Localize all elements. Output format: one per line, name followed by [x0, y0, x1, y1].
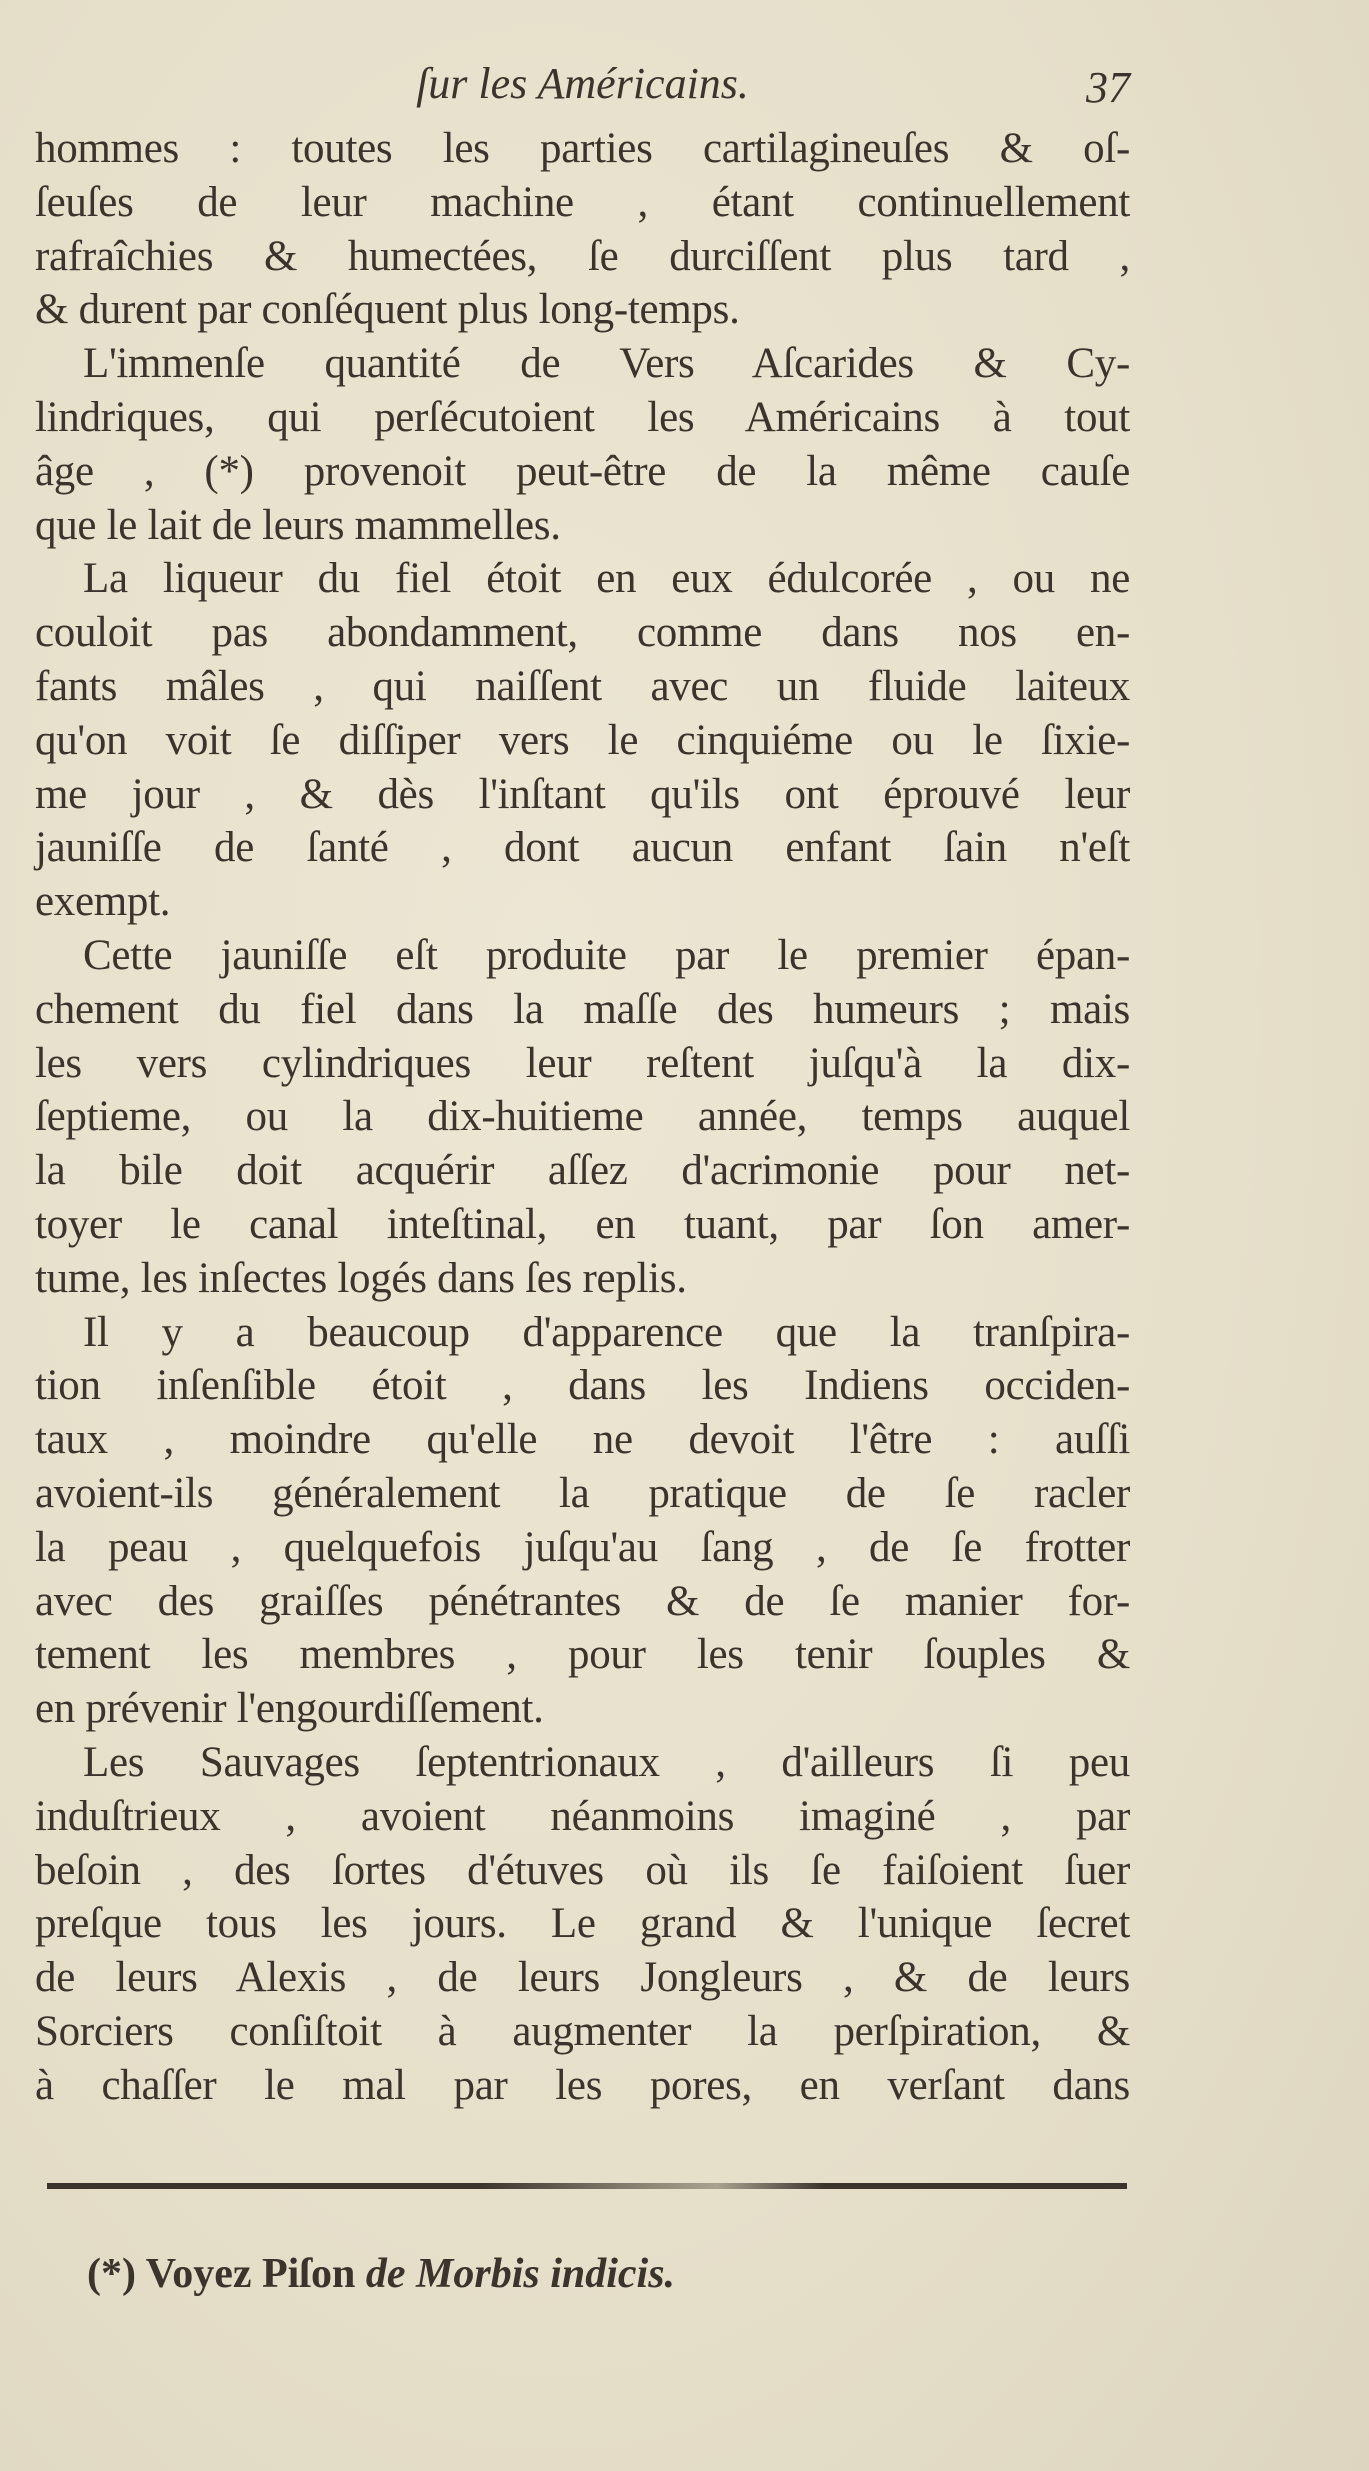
text-line: avoient-ils généralement la pratique de ſe racler: [35, 1469, 1130, 1517]
text-line: que le lait de leurs mammelles.: [35, 501, 561, 549]
text-line: en prévenir l'engourdiſſement.: [35, 1685, 544, 1733]
text-line: jauniſſe de ſanté , dont aucun enfant ſain n'eſt: [35, 824, 1130, 872]
page-header: [35, 58, 1130, 118]
paragraph: [35, 1306, 1130, 1736]
text-line: preſque tous les jours. Le grand & l'unique ſecret: [35, 1900, 1130, 1948]
paragraph: [35, 929, 1130, 1306]
footnote-work-title: de Morbis indicis.: [365, 2251, 676, 2297]
text-line: à chaſſer le mal par les pores, en verſant dans: [35, 2061, 1130, 2109]
text-line: hommes : toutes les parties cartilagineuſes & oſ-: [35, 125, 1130, 172]
text-line: qu'on voit ſe diſſiper vers le cinquiéme ou le ſixie-: [35, 716, 1130, 764]
paragraph: [35, 122, 1130, 337]
text-line: me jour , & dès l'inſtant qu'ils ont éprouvé leur: [35, 770, 1130, 818]
paragraph: [35, 1736, 1130, 2113]
paragraph: [35, 552, 1130, 929]
text-line: tement les membres , pour les tenir ſouples &: [35, 1631, 1130, 1679]
text-line: les vers cylindriques leur reſtent juſqu'à la dix-: [35, 1039, 1130, 1087]
text-line: chement du fiel dans la maſſe des humeurs ; mais: [35, 985, 1130, 1033]
text-line: Sorciers conſiſtoit à augmenter la perſpiration, &: [35, 2007, 1130, 2055]
text-line: exempt.: [35, 878, 171, 926]
text-line: âge , (*) provenoit peut-être de la même cauſe: [35, 447, 1130, 495]
text-line: rafraîchies & humectées, ſe durciſſent plus tard ,: [35, 232, 1130, 280]
text-line: Il y a beaucoup d'apparence que la tranſpira-: [83, 1308, 1130, 1356]
text-line: fants mâles , qui naiſſent avec un fluide laiteux: [35, 662, 1130, 710]
footnote-rule: [47, 2183, 1127, 2189]
text-line: La liqueur du fiel étoit en eux édulcorée , ou ne: [83, 555, 1130, 603]
text-line: avec des graiſſes pénétrantes & de ſe manier for-: [35, 1577, 1130, 1625]
paragraph: [35, 337, 1130, 552]
text-line: ſeuſes de leur machine , étant continuellement: [35, 178, 1130, 226]
footnote-text: Voyez Piſon: [145, 2251, 356, 2297]
running-title: ſur les Américains.: [416, 59, 749, 108]
text-line: tume, les inſectes logés dans ſes replis.: [35, 1254, 687, 1302]
text-line: induſtrieux , avoient néanmoins imaginé , par: [35, 1792, 1130, 1840]
text-line: de leurs Alexis , de leurs Jongleurs , & de leurs: [35, 1954, 1130, 2002]
footnote: [87, 2250, 675, 2298]
text-line: Cette jauniſſe eſt produite par le premier épan-: [83, 931, 1130, 979]
text-line: la bile doit acquérir aſſez d'acrimonie pour net-: [35, 1147, 1130, 1195]
text-line: beſoin , des ſortes d'étuves où ils ſe faiſoient ſuer: [35, 1846, 1130, 1894]
text-line: L'immenſe quantité de Vers Aſcarides & Cy-: [83, 340, 1130, 388]
body-text: [35, 122, 1130, 2112]
text-line: ſeptieme, ou la dix-huitieme année, temps auquel: [35, 1093, 1130, 1141]
text-line: Les Sauvages ſeptentrionaux , d'ailleurs ſi peu: [83, 1738, 1130, 1786]
page-number: 37: [1086, 63, 1130, 112]
text-line: taux , moindre qu'elle ne devoit l'être : auſſi: [35, 1416, 1130, 1464]
text-line: lindriques, qui perſécutoient les Américains à tout: [35, 393, 1130, 441]
text-line: tion inſenſible étoit , dans les Indiens occiden-: [35, 1362, 1130, 1410]
footnote-marker: (*): [87, 2251, 136, 2297]
text-line: toyer le canal inteſtinal, en tuant, par ſon amer-: [35, 1200, 1130, 1248]
text-line: couloit pas abondamment, comme dans nos en-: [35, 609, 1130, 657]
text-line: & durent par conſéquent plus long-temps.: [35, 286, 740, 334]
text-line: la peau , quelquefois juſqu'au ſang , de ſe frotter: [35, 1523, 1130, 1571]
